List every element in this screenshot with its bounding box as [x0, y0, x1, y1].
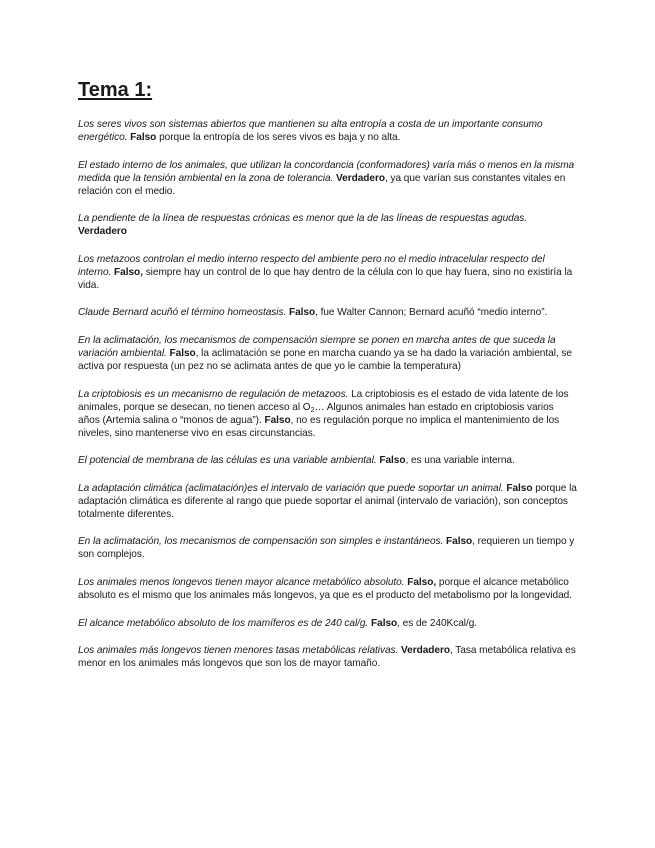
- explanation: , fue Walter Cannon; Bernard acuñó “medio interno”.: [315, 307, 548, 319]
- subscript: 2: [310, 406, 315, 414]
- list-item: [78, 388, 578, 440]
- verdict: Verdadero: [401, 645, 450, 657]
- verdict: Falso: [506, 482, 533, 494]
- verdict: Falso: [379, 455, 406, 467]
- explanation: … Algunos animales han estado en criptobiosis varios años (Artemia salina o “monos de agua”).: [78, 401, 554, 426]
- document-page: [78, 78, 578, 685]
- list-item: [78, 334, 578, 373]
- explanation: porque la adaptación climática es diferente al rango que puede soportar el animal (intervalo de variación), son conceptos totalmente diferentes.: [78, 482, 577, 520]
- statement: Los animales menos longevos tienen mayor alcance metabólico absoluto.: [78, 576, 405, 588]
- verdict: Falso: [446, 536, 473, 548]
- verdict: Falso: [169, 347, 196, 359]
- statement: Los animales más longevos tienen menores tasas metabólicas relativas.: [78, 645, 399, 657]
- page-title: Tema 1:: [78, 79, 153, 101]
- explanation: La criptobiosis es el estado de vida latente de los animales, porque se desecan, no tienen acceso al O: [78, 388, 569, 413]
- list-item: [78, 535, 578, 561]
- explanation: , no es regulación porque no implica el mantenimiento de los niveles, sino mantenerse vivo en esas circunstancias.: [78, 414, 560, 439]
- statement: La criptobiosis es un mecanismo de regulación de metazoos.: [78, 388, 349, 400]
- statement: Los seres vivos son sistemas abiertos que mantienen su alta entropía a costa de un importante consumo energético.: [78, 119, 543, 143]
- verdict: Falso: [371, 617, 398, 629]
- verdict: Verdadero: [336, 172, 385, 184]
- list-item: [78, 617, 578, 630]
- statement: El estado interno de los animales, que utilizan la concordancia (conformadores) varía más o menos en la misma medida que la tensión ambiental en la zona de tolerancia.: [78, 159, 575, 184]
- statement: La adaptación climática (aclimatación)es el intervalo de variación que puede soportar un animal.: [78, 482, 504, 494]
- explanation: porque la entropía de los seres vivos es baja y no alta.: [159, 132, 401, 143]
- explanation: , es de 240Kcal/g.: [397, 617, 478, 629]
- statement: El potencial de membrana de las células es una variable ambiental.: [78, 455, 377, 467]
- verdict: Falso: [264, 414, 291, 426]
- statement: La pendiente de la línea de respuestas crónicas es menor que la de las líneas de respuestas agudas.: [78, 213, 528, 225]
- list-item: [78, 576, 578, 602]
- verdict: Falso: [288, 307, 316, 319]
- explanation: , es una variable interna.: [405, 455, 515, 467]
- list-item: [78, 482, 578, 521]
- list-item: [78, 118, 578, 144]
- explanation: , Tasa metabólica relativa es menor en los animales más longevos que son los de mayor tamaño.: [78, 645, 576, 670]
- statement: Los metazoos controlan el medio interno respecto del ambiente pero no el medio intracelular respecto del interno.: [78, 253, 545, 278]
- statement: En la aclimatación, los mecanismos de compensación siempre se ponen en marcha antes de que suceda la variación ambiental.: [78, 334, 556, 359]
- list-item: [78, 454, 578, 467]
- explanation: , requieren un tiempo y son complejos.: [78, 536, 575, 561]
- statement: El alcance metabólico absoluto de los mamíferos es de 240 cal/g.: [78, 617, 369, 629]
- list-item: [78, 644, 578, 670]
- list-item: [78, 159, 578, 198]
- explanation: , ya que varían sus constantes vitales en relación con el medio.: [78, 172, 566, 197]
- statement: Claude Bernard acuñó el término homeostasis.: [78, 307, 287, 319]
- list-item: [78, 253, 578, 292]
- statement-list: [78, 118, 578, 670]
- list-item: [78, 306, 578, 319]
- verdict: Falso,: [407, 576, 437, 588]
- statement: En la aclimatación, los mecanismos de compensación son simples e instantáneos.: [78, 536, 444, 548]
- explanation: , la aclimatación se pone en marcha cuando ya se ha dado la variación ambiental, se activa por respuesta (un pez no se aclimata antes de que yo le cambie la temperatura): [78, 347, 572, 372]
- verdict: Verdadero: [78, 226, 127, 238]
- verdict: Falso: [130, 132, 157, 143]
- verdict: Falso,: [114, 266, 143, 278]
- explanation: porque el alcance metabólico absoluto es el mismo que los animales más longevos, ya que es el producto del metabolismo por la longevidad.: [78, 576, 572, 601]
- explanation: siempre hay un control de lo que hay dentro de la célula con lo que hay fuera, sino no existiría la vida.: [78, 266, 573, 291]
- list-item: [78, 212, 578, 238]
